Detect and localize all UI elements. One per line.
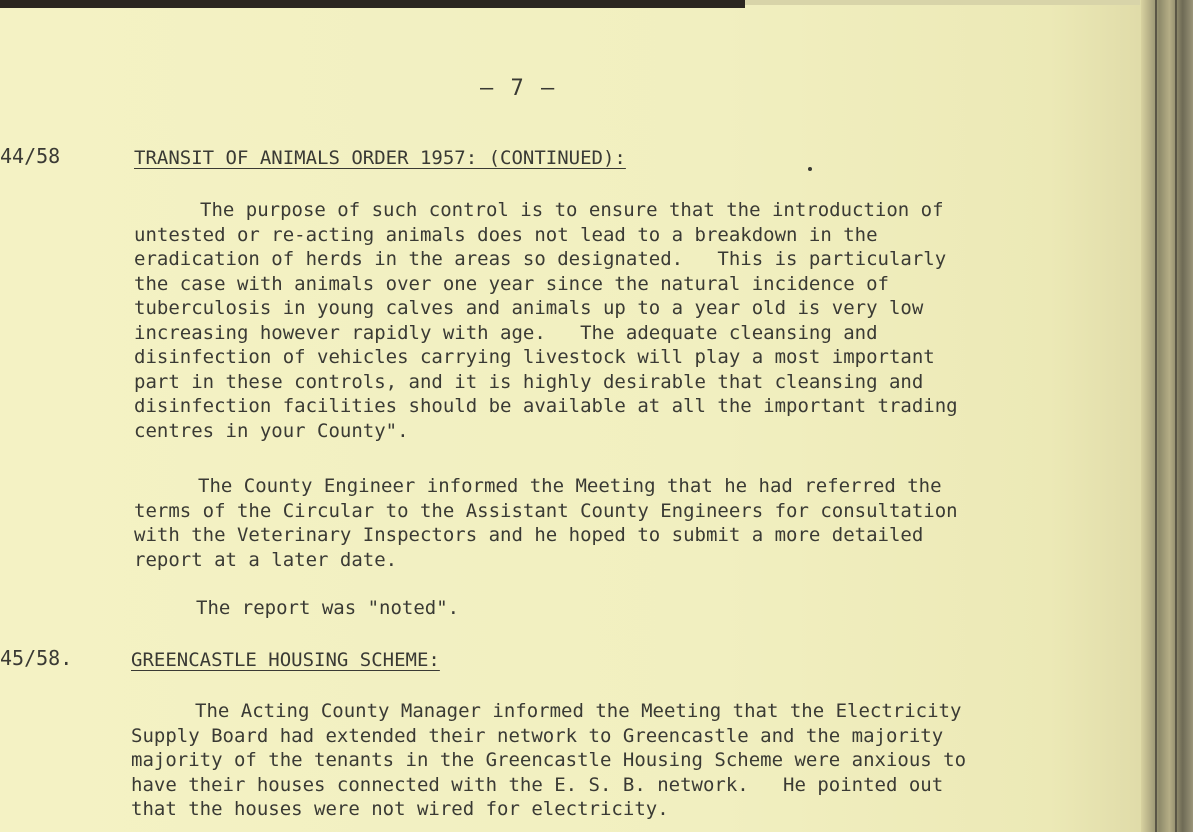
text-line: tuberculosis in young calves and animals up to a year old is very low xyxy=(134,297,924,319)
page-number: – 7 – xyxy=(480,76,557,101)
paragraph xyxy=(196,596,459,621)
text-line: eradication of herds in the areas so designated. This is particularly xyxy=(134,248,947,270)
section-heading: TRANSIT OF ANIMALS ORDER 1957: (CONTINUED): xyxy=(134,147,626,169)
text-line: The report was "noted". xyxy=(196,597,460,619)
text-line: majority of the tenants in the Greencastle Housing Scheme were anxious to xyxy=(131,749,967,771)
text-line: untested or re-acting animals does not lead to a breakdown in the xyxy=(134,223,878,246)
text-line: The purpose of such control is to ensure that the introduction of xyxy=(200,199,944,221)
text-line: The County Engineer informed the Meeting that he had referred the xyxy=(198,475,942,497)
text-line: that the houses were not wired for electricity. xyxy=(131,798,669,820)
text-line: report at a later date. xyxy=(134,548,398,571)
text-line: the case with animals over one year since the natural incidence of xyxy=(134,272,889,295)
text-line: centres in your County". xyxy=(134,419,409,442)
binding-crease xyxy=(1155,0,1157,832)
paragraph xyxy=(134,474,958,572)
text-line: disinfection facilities should be available at all the important trading xyxy=(134,395,958,417)
text-line: with the Veterinary Inspectors and he hoped to submit a more detailed xyxy=(134,524,924,546)
scan-edge-light xyxy=(745,0,1140,5)
item-number: 45/58. xyxy=(0,646,73,670)
paragraph xyxy=(131,699,966,822)
item-number: 44/58 xyxy=(0,144,61,168)
text-line: terms of the Circular to the Assistant County Engineers for consultation xyxy=(134,499,958,522)
section-heading: GREENCASTLE HOUSING SCHEME: xyxy=(131,649,440,671)
ink-speck xyxy=(808,167,812,171)
text-line: Supply Board had extended their network to Greencastle and the majority xyxy=(131,724,944,747)
scan-edge-dark xyxy=(0,0,745,8)
book-binding xyxy=(1141,0,1193,832)
text-line: The Acting County Manager informed the Meeting that the Electricity xyxy=(195,700,962,722)
paragraph xyxy=(134,198,958,443)
binding-crease xyxy=(1175,0,1177,832)
text-line: increasing however rapidly with age. The adequate cleansing and xyxy=(134,321,878,344)
text-line: have their houses connected with the E. S. B. network. He pointed out xyxy=(131,773,944,796)
text-line: disinfection of vehicles carrying livestock will play a most important xyxy=(134,346,935,368)
text-line: part in these controls, and it is highly desirable that cleansing and xyxy=(134,370,924,393)
